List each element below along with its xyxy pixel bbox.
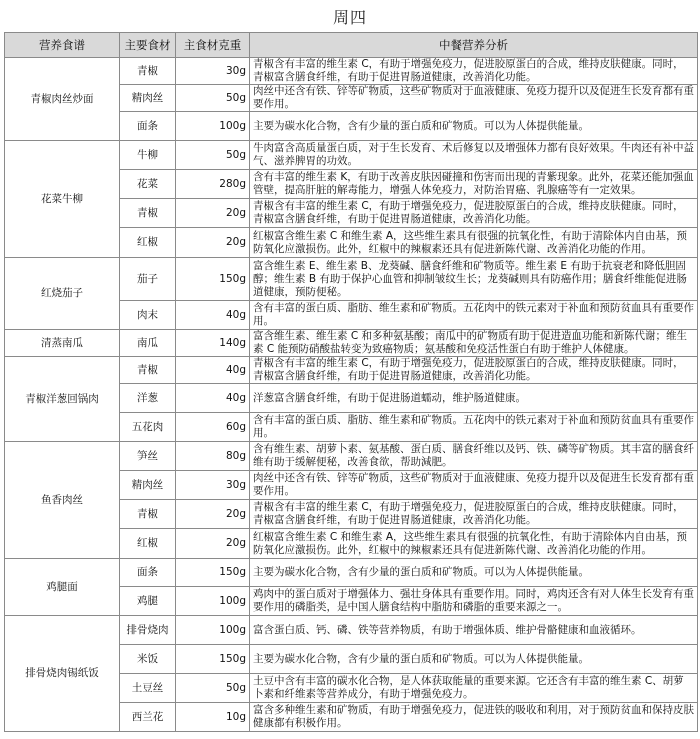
analysis-cell: 主要为碳水化合物，含有少量的蛋白质和矿物质。可以为人体提供能量。 bbox=[250, 112, 698, 141]
ingredient-cell: 红椒 bbox=[120, 529, 176, 559]
analysis-cell: 青椒含有丰富的维生素 C，有助于增强免疫力，促进胶原蛋白的合成，维持皮肤健康。同时，青椒富含膳食纤维，有助于促进胃肠道健康，改善消化功能。 bbox=[250, 357, 698, 384]
amount-cell: 60g bbox=[176, 413, 250, 442]
analysis-cell: 富含维生素、维生素 C 和多种氨基酸；南瓜中的矿物质有助于促进造血功能和新陈代谢；维生素 C 能预防硝酸盐转变为致癌物质；氨基酸和免疫活性蛋白有助于维护人体健康。 bbox=[250, 330, 698, 357]
nutrition-table bbox=[4, 32, 698, 732]
amount-cell: 100g bbox=[176, 112, 250, 141]
header-dish: 营养食谱 bbox=[5, 33, 120, 58]
analysis-cell: 主要为碳水化合物，含有少量的蛋白质和矿物质。可以为人体提供能量。 bbox=[250, 645, 698, 674]
dish-name: 鱼香肉丝 bbox=[5, 442, 120, 559]
dish-name: 青椒洋葱回锅肉 bbox=[5, 357, 120, 442]
dish-name: 花菜牛柳 bbox=[5, 141, 120, 258]
amount-cell: 10g bbox=[176, 703, 250, 732]
amount-cell: 20g bbox=[176, 529, 250, 559]
ingredient-cell: 西兰花 bbox=[120, 703, 176, 732]
ingredient-cell: 面条 bbox=[120, 112, 176, 141]
analysis-cell: 牛肉富含高质量蛋白质，对于生长发育、术后修复以及增强体力都有良好效果。牛肉还有补中益气、滋养脾胃的功效。 bbox=[250, 141, 698, 170]
amount-cell: 150g bbox=[176, 258, 250, 301]
ingredient-cell: 精肉丝 bbox=[120, 85, 176, 112]
ingredient-cell: 肉末 bbox=[120, 301, 176, 330]
amount-cell: 30g bbox=[176, 471, 250, 500]
table-row bbox=[5, 616, 698, 645]
dish-name: 鸡腿面 bbox=[5, 559, 120, 616]
table-row bbox=[5, 330, 698, 357]
ingredient-cell: 面条 bbox=[120, 559, 176, 587]
table-row bbox=[5, 58, 698, 85]
ingredient-cell: 土豆丝 bbox=[120, 674, 176, 703]
ingredient-cell: 南瓜 bbox=[120, 330, 176, 357]
analysis-cell: 洋葱富含膳食纤维，有助于促进肠道蠕动，维护肠道健康。 bbox=[250, 384, 698, 413]
analysis-cell: 土豆中含有丰富的碳水化合物，是人体获取能量的重要来源。它还含有丰富的维生素 C、胡萝卜素和纤维素等营养成分，有助于增强免疫力。 bbox=[250, 674, 698, 703]
analysis-cell: 青椒含有丰富的维生素 C，有助于增强免疫力，促进胶原蛋白的合成，维持皮肤健康。同时，青椒富含膳食纤维，有助于促进胃肠道健康，改善消化功能。 bbox=[250, 58, 698, 85]
ingredient-cell: 鸡腿 bbox=[120, 587, 176, 616]
dish-name: 清蒸南瓜 bbox=[5, 330, 120, 357]
amount-cell: 40g bbox=[176, 357, 250, 384]
ingredient-cell: 米饭 bbox=[120, 645, 176, 674]
header-amount: 主食材克重 bbox=[176, 33, 250, 58]
table-body bbox=[5, 58, 698, 732]
ingredient-cell: 五花肉 bbox=[120, 413, 176, 442]
amount-cell: 100g bbox=[176, 587, 250, 616]
ingredient-cell: 青椒 bbox=[120, 58, 176, 85]
analysis-cell: 富含多种维生素和矿物质，有助于增强免疫力，促进铁的吸收和利用，对于预防贫血和保持皮肤健康都有积极作用。 bbox=[250, 703, 698, 732]
table-row bbox=[5, 141, 698, 170]
dish-name: 红烧茄子 bbox=[5, 258, 120, 330]
amount-cell: 50g bbox=[176, 674, 250, 703]
analysis-cell: 肉丝中还含有铁、锌等矿物质，这些矿物质对于血液健康、免疫力提升以及促进生长发育都有重要作用。 bbox=[250, 85, 698, 112]
analysis-cell: 青椒含有丰富的维生素 C，有助于增强免疫力，促进胶原蛋白的合成，维持皮肤健康。同时，青椒富含膳食纤维，有助于促进胃肠道健康，改善消化功能。 bbox=[250, 500, 698, 529]
analysis-cell: 富含维生素 E、维生素 B、龙葵碱、膳食纤维和矿物质等。维生素 E 有助于抗衰老和降低胆固醇；维生素 B 有助于保护心血管和抑制皱纹生长；龙葵碱则具有防癌作用；膳食纤维能促进肠道健康，预防便秘。 bbox=[250, 258, 698, 301]
amount-cell: 50g bbox=[176, 85, 250, 112]
ingredient-cell: 青椒 bbox=[120, 357, 176, 384]
analysis-cell: 青椒含有丰富的维生素 C，有助于增强免疫力，促进胶原蛋白的合成，维持皮肤健康。同时，青椒富含膳食纤维，有助于促进胃肠道健康，改善消化功能。 bbox=[250, 199, 698, 228]
table-row bbox=[5, 258, 698, 301]
ingredient-cell: 排骨烧肉 bbox=[120, 616, 176, 645]
amount-cell: 30g bbox=[176, 58, 250, 85]
analysis-cell: 富含蛋白质、钙、磷、铁等营养物质，有助于增强体质、维护骨骼健康和血液循环。 bbox=[250, 616, 698, 645]
ingredient-cell: 牛柳 bbox=[120, 141, 176, 170]
table-row bbox=[5, 559, 698, 587]
header-analysis: 中餐营养分析 bbox=[250, 33, 698, 58]
analysis-cell: 红椒富含维生素 C 和维生素 A，这些维生素具有很强的抗氧化性，有助于清除体内自由基，预防氧化应激损伤。此外，红椒中的辣椒素还具有促进新陈代谢、改善消化功能的作用。 bbox=[250, 228, 698, 258]
amount-cell: 40g bbox=[176, 384, 250, 413]
amount-cell: 20g bbox=[176, 500, 250, 529]
amount-cell: 100g bbox=[176, 616, 250, 645]
analysis-cell: 主要为碳水化合物，含有少量的蛋白质和矿物质。可以为人体提供能量。 bbox=[250, 559, 698, 587]
analysis-cell: 鸡肉中的蛋白质对于增强体力、强壮身体具有重要作用。同时，鸡肉还含有对人体生长发育有重要作用的磷脂类，是中国人膳食结构中脂肪和磷脂的重要来源之一。 bbox=[250, 587, 698, 616]
analysis-cell: 含有丰富的维生素 K，有助于改善皮肤因碰撞和伤害而出现的青紫现象。此外，花菜还能加强血管壁，提高肝脏的解毒能力，增强人体免疫力，对防治胃癌、乳腺癌等有一定效果。 bbox=[250, 170, 698, 199]
analysis-cell: 红椒富含维生素 C 和维生素 A，这些维生素具有很强的抗氧化性，有助于清除体内自由基，预防氧化应激损伤。此外，红椒中的辣椒素还具有促进新陈代谢、改善消化功能的作用。 bbox=[250, 529, 698, 559]
amount-cell: 150g bbox=[176, 645, 250, 674]
amount-cell: 50g bbox=[176, 141, 250, 170]
ingredient-cell: 青椒 bbox=[120, 500, 176, 529]
amount-cell: 20g bbox=[176, 228, 250, 258]
ingredient-cell: 笋丝 bbox=[120, 442, 176, 471]
analysis-cell: 肉丝中还含有铁、锌等矿物质，这些矿物质对于血液健康、免疫力提升以及促进生长发育都有重要作用。 bbox=[250, 471, 698, 500]
ingredient-cell: 花菜 bbox=[120, 170, 176, 199]
dish-name: 青椒肉丝炒面 bbox=[5, 58, 120, 141]
ingredient-cell: 洋葱 bbox=[120, 384, 176, 413]
page-title: 周四 bbox=[332, 7, 367, 27]
table-row bbox=[5, 357, 698, 384]
amount-cell: 40g bbox=[176, 301, 250, 330]
analysis-cell: 含有丰富的蛋白质、脂肪、维生素和矿物质。五花肉中的铁元素对于补血和预防贫血具有重要作用。 bbox=[250, 413, 698, 442]
amount-cell: 150g bbox=[176, 559, 250, 587]
ingredient-cell: 青椒 bbox=[120, 199, 176, 228]
header-ingredient: 主要食材 bbox=[120, 33, 176, 58]
analysis-cell: 含有丰富的蛋白质、脂肪、维生素和矿物质。五花肉中的铁元素对于补血和预防贫血具有重要作用。 bbox=[250, 301, 698, 330]
analysis-cell: 含有维生素、胡萝卜素、氨基酸、蛋白质、膳食纤维以及钙、铁、磷等矿物质。其丰富的膳食纤维有助于缓解便秘，改善食欲，帮助減肥。 bbox=[250, 442, 698, 471]
amount-cell: 20g bbox=[176, 199, 250, 228]
ingredient-cell: 红椒 bbox=[120, 228, 176, 258]
amount-cell: 280g bbox=[176, 170, 250, 199]
header-row bbox=[5, 33, 698, 58]
dish-name: 排骨烧肉锡纸饭 bbox=[5, 616, 120, 732]
amount-cell: 140g bbox=[176, 330, 250, 357]
table-row bbox=[5, 442, 698, 471]
ingredient-cell: 茄子 bbox=[120, 258, 176, 301]
ingredient-cell: 精肉丝 bbox=[120, 471, 176, 500]
amount-cell: 80g bbox=[176, 442, 250, 471]
